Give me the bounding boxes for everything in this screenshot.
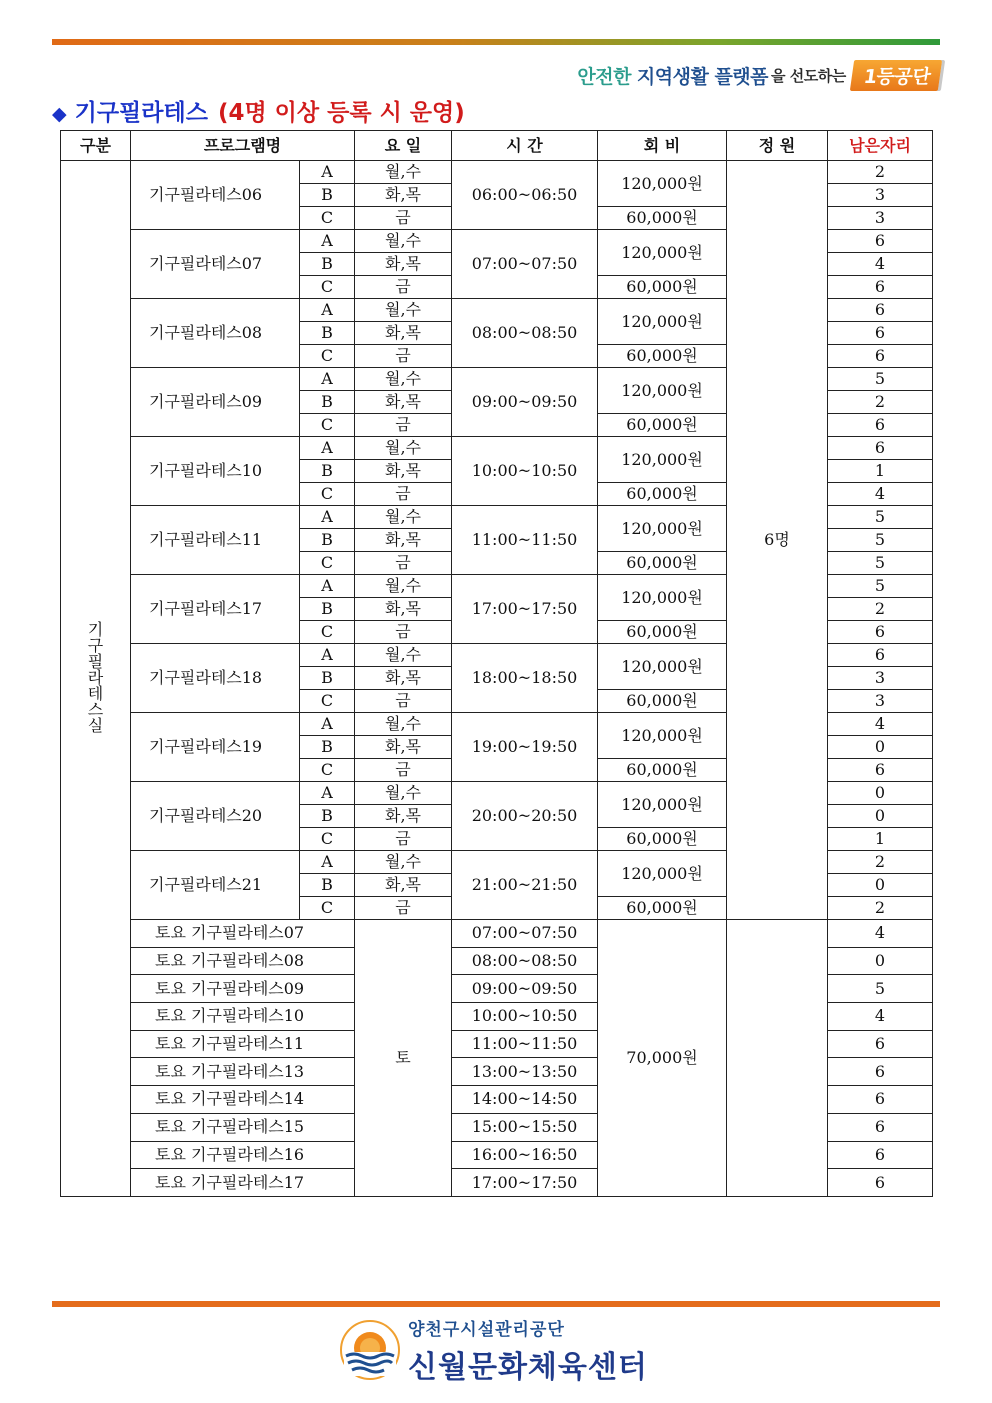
time-cell: 21:00~21:50 — [452, 851, 598, 920]
time-cell: 07:00~07:50 — [452, 920, 598, 948]
category-cell — [61, 161, 131, 1197]
slogan-part2: 지역생활 플랫폼 — [636, 65, 769, 88]
day-cell: 월,수 — [355, 368, 452, 391]
category-char: 기 — [87, 620, 104, 640]
remaining-cell: 6 — [828, 276, 933, 299]
remaining-cell: 4 — [828, 920, 933, 948]
saturday-program-name: 토요 기구필라테스17 — [131, 1169, 355, 1197]
section-label: B — [300, 460, 355, 483]
time-cell: 16:00~16:50 — [452, 1141, 598, 1169]
program-name: 기구필라테스09 — [131, 368, 300, 437]
section-label: A — [300, 299, 355, 322]
remaining-cell: 0 — [828, 947, 933, 975]
fee-cell: 120,000원 — [598, 161, 727, 207]
remaining-cell: 4 — [828, 483, 933, 506]
section-label: A — [300, 368, 355, 391]
header-fee: 회 비 — [598, 131, 727, 161]
day-cell: 월,수 — [355, 644, 452, 667]
day-cell: 화,목 — [355, 460, 452, 483]
schedule-table — [60, 130, 933, 1197]
remaining-cell: 6 — [828, 1058, 933, 1086]
section-label: B — [300, 598, 355, 621]
time-cell: 06:00~06:50 — [452, 161, 598, 230]
remaining-cell: 5 — [828, 368, 933, 391]
remaining-cell: 2 — [828, 598, 933, 621]
section-label: B — [300, 805, 355, 828]
remaining-cell: 5 — [828, 575, 933, 598]
remaining-cell: 6 — [828, 345, 933, 368]
saturday-program-name: 토요 기구필라테스15 — [131, 1113, 355, 1141]
day-cell: 화,목 — [355, 667, 452, 690]
remaining-cell: 2 — [828, 161, 933, 184]
program-name: 기구필라테스17 — [131, 575, 300, 644]
section-label: C — [300, 621, 355, 644]
saturday-program-name: 토요 기구필라테스09 — [131, 975, 355, 1003]
program-name: 기구필라테스07 — [131, 230, 300, 299]
section-label: A — [300, 575, 355, 598]
saturday-program-name: 토요 기구필라테스10 — [131, 1003, 355, 1031]
day-cell: 화,목 — [355, 184, 452, 207]
fee-cell: 120,000원 — [598, 782, 727, 828]
day-cell: 화,목 — [355, 322, 452, 345]
fee-cell: 120,000원 — [598, 506, 727, 552]
fee-cell: 120,000원 — [598, 368, 727, 414]
time-cell: 11:00~11:50 — [452, 1030, 598, 1058]
slogan-badge: 1등공단 — [850, 60, 943, 91]
fee-cell: 60,000원 — [598, 897, 727, 920]
header-day: 요 일 — [355, 131, 452, 161]
fee-cell: 60,000원 — [598, 207, 727, 230]
time-cell: 15:00~15:50 — [452, 1113, 598, 1141]
day-cell: 금 — [355, 690, 452, 713]
section-label: C — [300, 207, 355, 230]
remaining-cell: 3 — [828, 207, 933, 230]
time-cell: 18:00~18:50 — [452, 644, 598, 713]
day-cell: 화,목 — [355, 529, 452, 552]
day-cell: 월,수 — [355, 230, 452, 253]
fee-cell: 60,000원 — [598, 552, 727, 575]
section-label: C — [300, 276, 355, 299]
category-char: 스 — [87, 700, 104, 720]
time-cell: 17:00~17:50 — [452, 575, 598, 644]
day-cell: 금 — [355, 828, 452, 851]
remaining-cell: 6 — [828, 1113, 933, 1141]
footer — [340, 1318, 648, 1385]
section-label: A — [300, 437, 355, 460]
day-cell: 화,목 — [355, 598, 452, 621]
remaining-cell: 6 — [828, 322, 933, 345]
fee-cell: 120,000원 — [598, 230, 727, 276]
section-label: C — [300, 483, 355, 506]
day-cell: 월,수 — [355, 161, 452, 184]
remaining-cell: 6 — [828, 621, 933, 644]
fee-cell: 120,000원 — [598, 437, 727, 483]
section-label: B — [300, 391, 355, 414]
remaining-cell: 4 — [828, 713, 933, 736]
section-label: C — [300, 552, 355, 575]
time-cell: 13:00~13:50 — [452, 1058, 598, 1086]
day-cell: 월,수 — [355, 782, 452, 805]
fee-cell: 120,000원 — [598, 575, 727, 621]
remaining-cell: 6 — [828, 1030, 933, 1058]
program-name: 기구필라테스21 — [131, 851, 300, 920]
remaining-cell: 5 — [828, 506, 933, 529]
header-remaining: 남은자리 — [828, 131, 933, 161]
remaining-cell: 6 — [828, 414, 933, 437]
remaining-cell: 6 — [828, 759, 933, 782]
schedule-body — [61, 161, 933, 1197]
saturday-day-cell: 토 — [355, 920, 452, 1197]
remaining-cell: 0 — [828, 874, 933, 897]
day-cell: 금 — [355, 621, 452, 644]
remaining-cell: 2 — [828, 897, 933, 920]
table-row — [61, 920, 933, 948]
day-cell: 화,목 — [355, 736, 452, 759]
remaining-cell: 0 — [828, 736, 933, 759]
page-title — [52, 94, 465, 127]
section-label: C — [300, 897, 355, 920]
program-name: 기구필라테스18 — [131, 644, 300, 713]
saturday-capacity-cell — [727, 920, 828, 1197]
saturday-program-name: 토요 기구필라테스07 — [131, 920, 355, 948]
remaining-cell: 5 — [828, 529, 933, 552]
section-label: B — [300, 667, 355, 690]
day-cell: 화,목 — [355, 253, 452, 276]
day-cell: 월,수 — [355, 299, 452, 322]
day-cell: 금 — [355, 414, 452, 437]
day-cell: 금 — [355, 345, 452, 368]
time-cell: 10:00~10:50 — [452, 437, 598, 506]
day-cell: 월,수 — [355, 851, 452, 874]
day-cell: 월,수 — [355, 506, 452, 529]
fee-cell: 60,000원 — [598, 828, 727, 851]
fee-cell: 120,000원 — [598, 851, 727, 897]
slogan-part1: 안전한 — [577, 65, 631, 88]
time-cell: 08:00~08:50 — [452, 299, 598, 368]
remaining-cell: 5 — [828, 552, 933, 575]
section-label: A — [300, 161, 355, 184]
bottom-orange-bar — [52, 1301, 940, 1307]
header-program: 프로그램명 — [131, 131, 355, 161]
remaining-cell: 2 — [828, 851, 933, 874]
time-cell: 19:00~19:50 — [452, 713, 598, 782]
remaining-cell: 3 — [828, 184, 933, 207]
fee-cell: 60,000원 — [598, 759, 727, 782]
category-char: 라 — [87, 668, 104, 688]
day-cell: 화,목 — [355, 874, 452, 897]
capacity-cell: 6명 — [727, 161, 828, 920]
category-char: 필 — [87, 652, 104, 672]
day-cell: 금 — [355, 552, 452, 575]
time-cell: 08:00~08:50 — [452, 947, 598, 975]
fee-cell: 60,000원 — [598, 483, 727, 506]
top-gradient-bar — [52, 39, 940, 45]
time-cell: 20:00~20:50 — [452, 782, 598, 851]
day-cell: 금 — [355, 276, 452, 299]
slogan-banner — [577, 58, 940, 92]
fee-cell: 120,000원 — [598, 713, 727, 759]
remaining-cell: 2 — [828, 391, 933, 414]
program-name: 기구필라테스08 — [131, 299, 300, 368]
time-cell: 09:00~09:50 — [452, 975, 598, 1003]
day-cell: 금 — [355, 897, 452, 920]
remaining-cell: 0 — [828, 805, 933, 828]
remaining-cell: 1 — [828, 828, 933, 851]
remaining-cell: 4 — [828, 1003, 933, 1031]
day-cell: 금 — [355, 207, 452, 230]
section-label: C — [300, 414, 355, 437]
remaining-cell: 3 — [828, 690, 933, 713]
saturday-program-name: 토요 기구필라테스13 — [131, 1058, 355, 1086]
remaining-cell: 4 — [828, 253, 933, 276]
section-label: B — [300, 874, 355, 897]
header-time: 시 간 — [452, 131, 598, 161]
program-name: 기구필라테스20 — [131, 782, 300, 851]
section-label: C — [300, 828, 355, 851]
footer-center-name: 신월문화체육센터 — [408, 1349, 648, 1385]
center-logo-icon — [340, 1320, 400, 1380]
time-cell: 17:00~17:50 — [452, 1169, 598, 1197]
saturday-program-name: 토요 기구필라테스16 — [131, 1141, 355, 1169]
title-note: (4명 이상 등록 시 운영) — [217, 100, 465, 126]
day-cell: 화,목 — [355, 391, 452, 414]
day-cell: 화,목 — [355, 805, 452, 828]
footer-org-name: 양천구시설관리공단 — [408, 1319, 565, 1340]
header-capacity: 정 원 — [727, 131, 828, 161]
program-name: 기구필라테스10 — [131, 437, 300, 506]
table-header-row — [61, 131, 933, 161]
header-category: 구분 — [61, 131, 131, 161]
fee-cell: 60,000원 — [598, 414, 727, 437]
remaining-cell: 6 — [828, 299, 933, 322]
remaining-cell: 6 — [828, 230, 933, 253]
section-label: A — [300, 713, 355, 736]
section-label: B — [300, 736, 355, 759]
saturday-program-name: 토요 기구필라테스11 — [131, 1030, 355, 1058]
remaining-cell: 6 — [828, 1141, 933, 1169]
day-cell: 월,수 — [355, 713, 452, 736]
day-cell: 월,수 — [355, 575, 452, 598]
section-label: A — [300, 782, 355, 805]
remaining-cell: 6 — [828, 1169, 933, 1197]
section-label: C — [300, 345, 355, 368]
category-char: 실 — [87, 716, 104, 736]
time-cell: 10:00~10:50 — [452, 1003, 598, 1031]
section-label: B — [300, 184, 355, 207]
section-label: C — [300, 759, 355, 782]
table-row — [61, 161, 933, 184]
saturday-fee-cell: 70,000원 — [598, 920, 727, 1197]
time-cell: 14:00~14:50 — [452, 1086, 598, 1114]
remaining-cell: 6 — [828, 1086, 933, 1114]
program-name: 기구필라테스19 — [131, 713, 300, 782]
remaining-cell: 5 — [828, 975, 933, 1003]
section-label: B — [300, 529, 355, 552]
remaining-cell: 1 — [828, 460, 933, 483]
category-char: 구 — [87, 636, 104, 656]
fee-cell: 120,000원 — [598, 644, 727, 690]
category-char: 테 — [87, 684, 104, 704]
day-cell: 금 — [355, 483, 452, 506]
section-label: B — [300, 253, 355, 276]
time-cell: 11:00~11:50 — [452, 506, 598, 575]
time-cell: 09:00~09:50 — [452, 368, 598, 437]
section-label: A — [300, 230, 355, 253]
section-label: C — [300, 690, 355, 713]
saturday-program-name: 토요 기구필라테스08 — [131, 947, 355, 975]
section-label: A — [300, 506, 355, 529]
fee-cell: 60,000원 — [598, 276, 727, 299]
section-label: A — [300, 851, 355, 874]
diamond-bullet-icon: ◆ — [52, 103, 67, 125]
title-main: 기구필라테스 — [74, 100, 208, 126]
section-label: A — [300, 644, 355, 667]
remaining-cell: 6 — [828, 644, 933, 667]
fee-cell: 60,000원 — [598, 690, 727, 713]
slogan-part3: 을 선도하는 — [771, 66, 846, 85]
time-cell: 07:00~07:50 — [452, 230, 598, 299]
remaining-cell: 0 — [828, 782, 933, 805]
saturday-program-name: 토요 기구필라테스14 — [131, 1086, 355, 1114]
fee-cell: 120,000원 — [598, 299, 727, 345]
day-cell: 금 — [355, 759, 452, 782]
day-cell: 월,수 — [355, 437, 452, 460]
fee-cell: 60,000원 — [598, 345, 727, 368]
remaining-cell: 6 — [828, 437, 933, 460]
program-name: 기구필라테스11 — [131, 506, 300, 575]
section-label: B — [300, 322, 355, 345]
fee-cell: 60,000원 — [598, 621, 727, 644]
remaining-cell: 3 — [828, 667, 933, 690]
program-name: 기구필라테스06 — [131, 161, 300, 230]
